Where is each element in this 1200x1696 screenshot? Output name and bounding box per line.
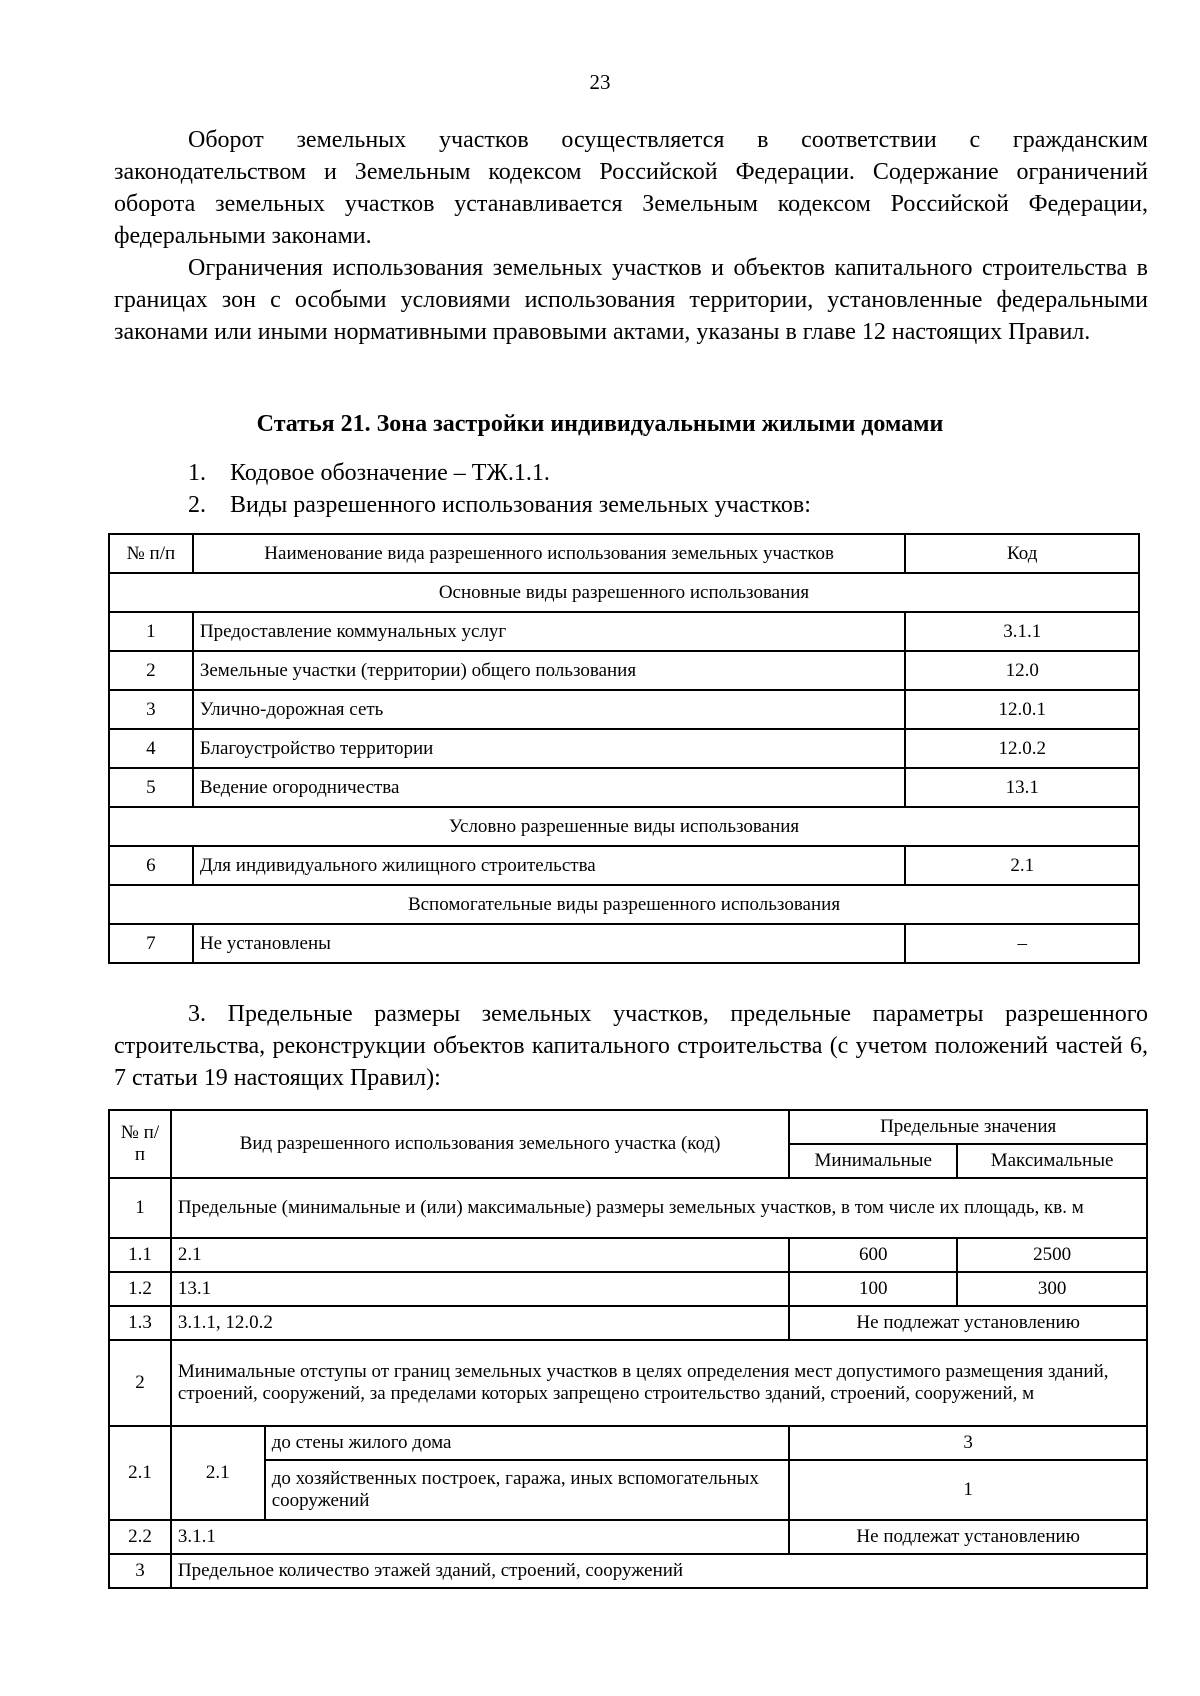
row-code: 2.1 (171, 1238, 789, 1272)
row-name: Благоустройство территории (193, 729, 906, 768)
row-min: 100 (789, 1272, 957, 1306)
section-3-paragraph: 3. Предельные размеры земельных участков, предельные параметры разрешенного строительства, реконструкции объектов капитального строительства (с учетом положений частей 6, 7 статьи 19 настоящих Правил): (114, 1001, 1148, 1091)
article-title: Статья 21. Зона застройки индивидуальными жилыми домами (256, 411, 944, 437)
row-num: 1 (109, 1178, 171, 1238)
section-row (109, 807, 1139, 846)
row-code: 2.1 (905, 846, 1139, 885)
row-name: Для индивидуального жилищного строительства (193, 846, 906, 885)
row-text: Предельное количество этажей зданий, строений, сооружений (171, 1554, 1147, 1588)
item-number: 1. (188, 460, 206, 486)
table-header-row (109, 534, 1139, 573)
header-cell-num: № п/п (109, 534, 193, 573)
row-num: 2 (109, 651, 193, 690)
row-code: 2.1 (171, 1426, 265, 1520)
row-text: Предельные (минимальные и (или) максимальные) размеры земельных участков, в том числе их площадь, кв. м (171, 1178, 1147, 1238)
row-num: 2.1 (109, 1426, 171, 1520)
row-code: 12.0.1 (905, 690, 1139, 729)
table-row (109, 1554, 1147, 1588)
row-num: 3 (109, 690, 193, 729)
section-auxiliary-uses: Вспомогательные виды разрешенного использования (109, 885, 1139, 924)
table-row (109, 1238, 1147, 1272)
row-code: 3.1.1, 12.0.2 (171, 1306, 789, 1340)
permitted-uses-table (108, 533, 1140, 964)
row-num: 6 (109, 846, 193, 885)
table-row (109, 1272, 1147, 1306)
header-cell-use-type: Вид разрешенного использования земельного участка (код) (171, 1110, 789, 1178)
row-num: 3 (109, 1554, 171, 1588)
table-row (109, 1306, 1147, 1340)
intro-text (114, 124, 1148, 348)
row-label-outbuildings: до хозяйственных построек, гаража, иных вспомогательных сооружений (265, 1460, 790, 1520)
row-name: Улично-дорожная сеть (193, 690, 906, 729)
row-max: 2500 (957, 1238, 1147, 1272)
item-permitted-uses (188, 489, 811, 521)
row-code: 3.1.1 (905, 612, 1139, 651)
row-num: 2 (109, 1340, 171, 1426)
header-cell-min: Минимальные (789, 1144, 957, 1178)
row-code: 13.1 (171, 1272, 789, 1306)
section-conditional-uses: Условно разрешенные виды использования (109, 807, 1139, 846)
row-name: Не установлены (193, 924, 906, 963)
item-number: 2. (188, 492, 206, 518)
section-row (109, 573, 1139, 612)
row-value: 1 (789, 1460, 1147, 1520)
intro-paragraph-2: Ограничения использования земельных участков и объектов капитального строительства в границах зон с особыми условиями использования территории, установленные федеральными законами или иными нормативными правовыми актами, указаны в главе 12 настоящих Правил. (114, 255, 1148, 345)
table-row (109, 768, 1139, 807)
table-header-row (109, 1110, 1147, 1144)
item-text: Кодовое обозначение – ТЖ.1.1. (230, 460, 550, 486)
table-row (109, 729, 1139, 768)
section-3-text (114, 998, 1148, 1094)
row-num: 2.2 (109, 1520, 171, 1554)
table-row (109, 1178, 1147, 1238)
page-number: 23 (589, 70, 611, 94)
header-cell-max: Максимальные (957, 1144, 1147, 1178)
row-num: 5 (109, 768, 193, 807)
row-name: Земельные участки (территории) общего пользования (193, 651, 906, 690)
section-main-uses: Основные виды разрешенного использования (109, 573, 1139, 612)
row-code: 12.0 (905, 651, 1139, 690)
row-code: 12.0.2 (905, 729, 1139, 768)
row-num: 4 (109, 729, 193, 768)
table-row (109, 924, 1139, 963)
row-value: Не подлежат установлению (789, 1520, 1147, 1554)
row-num: 1.2 (109, 1272, 171, 1306)
row-num: 1 (109, 612, 193, 651)
row-text: Минимальные отступы от границ земельных участков в целях определения мест допустимого размещения зданий, строений, сооружений, за пределами которых запрещено строительство зданий, строений, сооружений, м (171, 1340, 1147, 1426)
table-row (109, 1520, 1147, 1554)
item-text: Виды разрешенного использования земельных участков: (230, 492, 811, 518)
table-row (109, 690, 1139, 729)
header-cell-num: № п/п (109, 1110, 171, 1178)
header-cell-name: Наименование вида разрешенного использования земельных участков (193, 534, 906, 573)
row-num: 7 (109, 924, 193, 963)
table-row (109, 1460, 1147, 1520)
header-cell-code: Код (905, 534, 1139, 573)
row-min: 600 (789, 1238, 957, 1272)
table-row (109, 651, 1139, 690)
row-name: Ведение огородничества (193, 768, 906, 807)
row-code: 13.1 (905, 768, 1139, 807)
limits-table (108, 1109, 1148, 1589)
row-max: 300 (957, 1272, 1147, 1306)
table-row (109, 846, 1139, 885)
row-name: Предоставление коммунальных услуг (193, 612, 906, 651)
table-row (109, 612, 1139, 651)
table-row (109, 1340, 1147, 1426)
row-num: 1.1 (109, 1238, 171, 1272)
section-row (109, 885, 1139, 924)
row-value: 3 (789, 1426, 1147, 1460)
item-code-designation (188, 457, 550, 489)
row-label-house-wall: до стены жилого дома (265, 1426, 790, 1460)
row-num: 1.3 (109, 1306, 171, 1340)
table-row (109, 1426, 1147, 1460)
row-value: Не подлежат установлению (789, 1306, 1147, 1340)
row-code: – (905, 924, 1139, 963)
row-code: 3.1.1 (171, 1520, 789, 1554)
intro-paragraph-1: Оборот земельных участков осуществляется в соответствии с гражданским законодательством и Земельным кодексом Российской Федерации. Содержание ограничений оборота земельных участков устанавливается Земельным кодексом Российской Федерации, федеральными законами. (114, 127, 1148, 249)
header-cell-limits: Предельные значения (789, 1110, 1147, 1144)
